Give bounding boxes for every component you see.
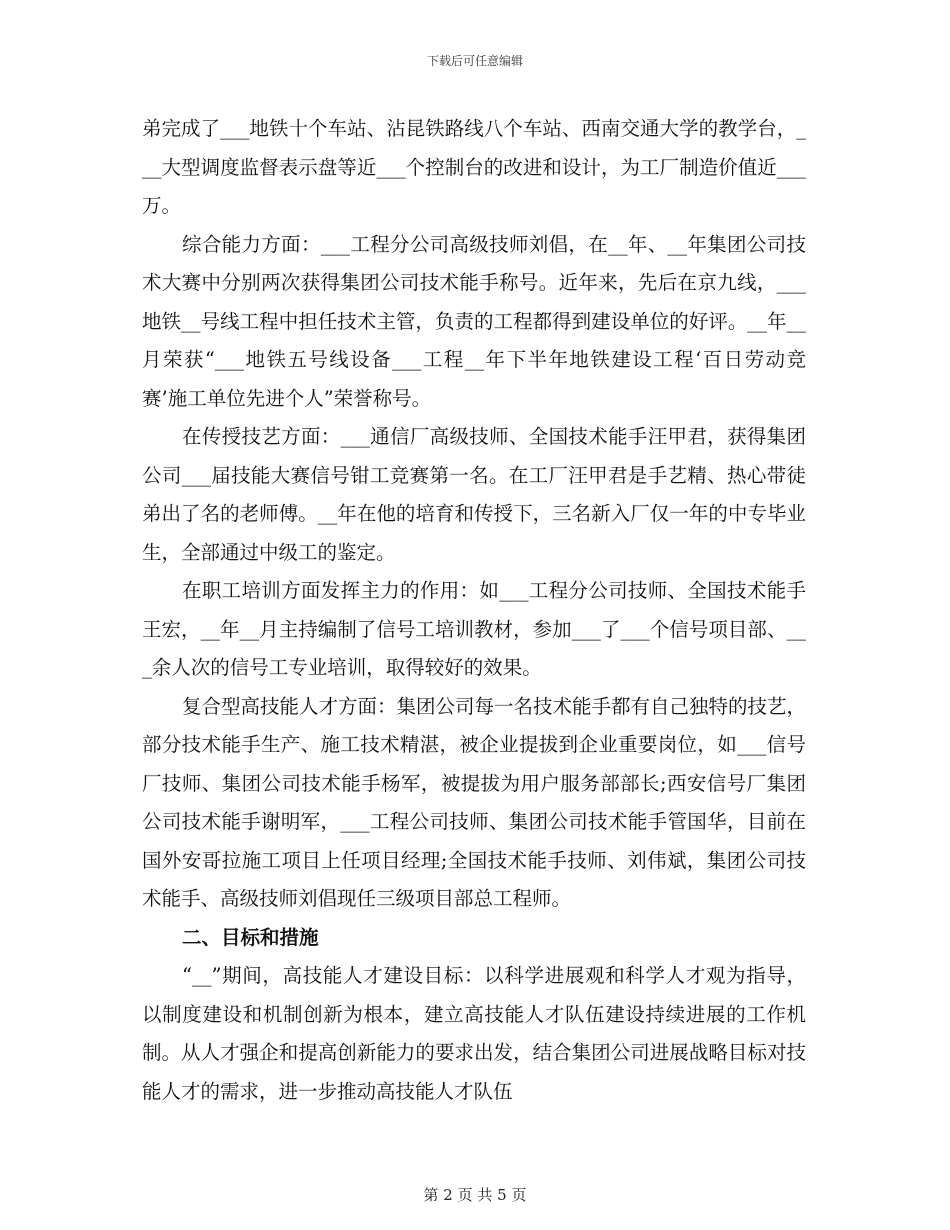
paragraph-2: 综合能力方面：___工程分公司高级技师刘倡，在__年、__年集团公司技术大赛中分别两次获得集团公司技术能手称号。近年来，先后在京九线，___地铁__号线工程中担任技术主管，负责的工程都得到建设单位的好评。__年__月荣获“___地铁五号线设备___工程__年下半年地铁建设工程‘百日劳动竞赛’施工单位先进个人”荣誉称号。 <box>142 232 806 410</box>
paragraph-3: 在传授技艺方面：___通信厂高级技师、全国技术能手汪甲君，获得集团公司___届技能大赛信号钳工竞赛第一名。在工厂汪甲君是手艺精、热心带徒弟出了名的老师傅。__年在他的培育和传授下，三名新入厂仅一年的中专毕业生，全部通过中级工的鉴定。 <box>142 425 806 564</box>
page-header: 下载后可任意编辑 <box>426 54 523 68</box>
page-number: 第 2 页 共 5 页 <box>423 1186 527 1204</box>
paragraph-4: 在职工培训方面发挥主力的作用：如___工程分公司技师、全国技术能手王宏，__年__月主持编制了信号工培训教材，参加___了___个信号项目部、___余人次的信号工专业培训，取得较好的效果。 <box>142 579 806 679</box>
paragraph-5: 复合型高技能人才方面：集团公司每一名技术能手都有自己独特的技艺，部分技术能手生产、施工技术精湛，被企业提拔到企业重要岗位，如___信号厂技师、集团公司技术能手杨军，被提拔为用户服务部部长;西安信号厂集团公司技术能手谢明军，___工程公司技师、集团公司技术能手管国华，目前在国外安哥拉施工项目上任项目经理;全国技术能手技师、刘伟斌，集团公司技术能手、高级技师刘倡现任三级项目部总工程师。 <box>142 694 807 910</box>
document-body <box>142 110 806 1111</box>
paragraph-1: 弟完成了___地铁十个车站、沾昆铁路线八个车站、西南交通大学的教学台，___大型调度监督表示盘等近___个控制台的改进和设计，为工厂制造价值近___万。 <box>142 117 806 217</box>
paragraph-6: “__”期间，高技能人才建设目标：以科学进展观和科学人才观为指导，以制度建设和机制创新为根本，建立高技能人才队伍建设持续进展的工作机制。从人才强企和提高创新能力的要求出发，结合集团公司进展战略目标对技能人才的需求，进一步推动高技能人才队伍 <box>142 964 806 1103</box>
section-heading: 二、目标和措施 <box>182 925 319 949</box>
